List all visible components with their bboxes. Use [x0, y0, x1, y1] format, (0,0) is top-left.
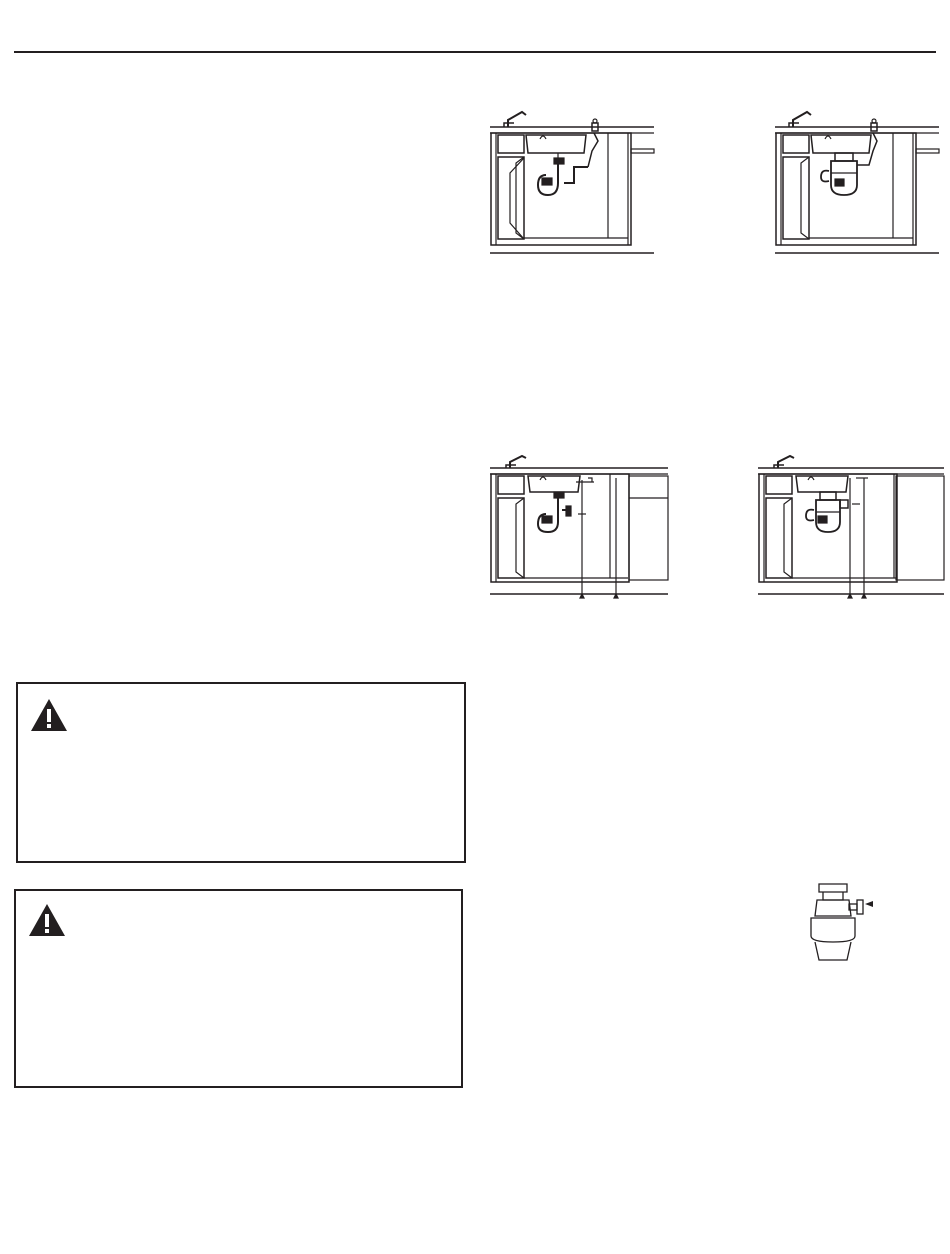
warning-triangle-icon: [28, 903, 66, 937]
warning-triangle-icon: [30, 698, 68, 732]
disposer-inlet-illustration: [805, 880, 885, 964]
sink-with-disposer-illustration: [773, 103, 943, 258]
sink-with-trap-illustration: [488, 103, 658, 258]
warning-box: [16, 682, 466, 863]
sink-trap-measurement-illustration: [488, 452, 670, 604]
sink-disposer-measurement-illustration: [756, 452, 946, 604]
warning-box: [14, 889, 463, 1088]
header-rule: [14, 51, 936, 53]
